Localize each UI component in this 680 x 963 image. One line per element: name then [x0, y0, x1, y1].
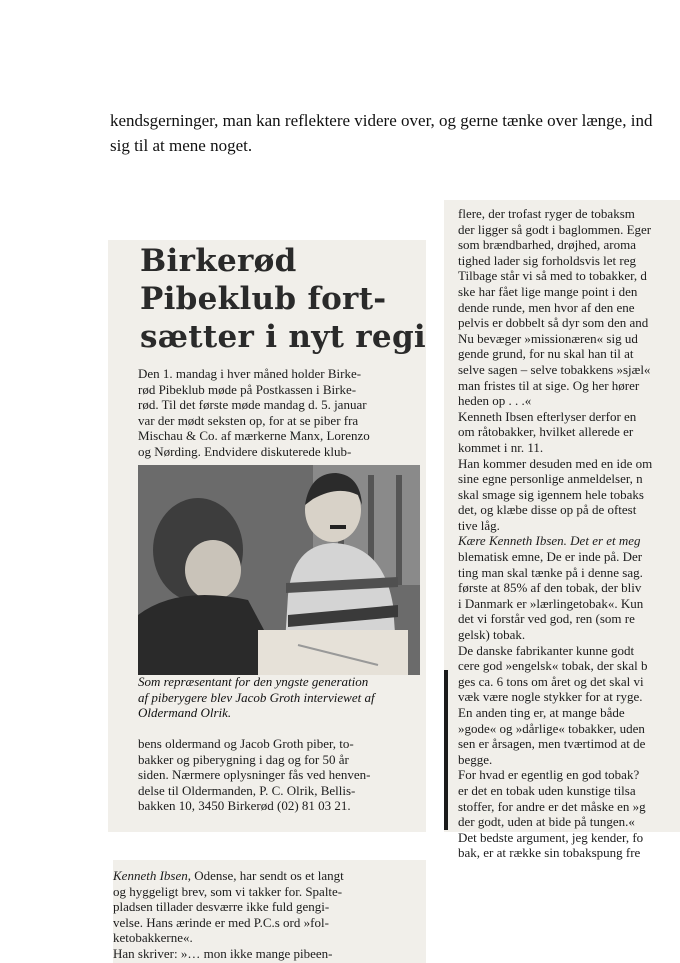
text-line: For hvad er egentlig en god tobak? [458, 767, 640, 783]
text-line: stoffer, for andre er det måske en »g [458, 798, 646, 814]
text-line: delse til Oldermanden, P. C. Olrik, Bellis- [138, 782, 356, 798]
text-line: det vi forstår ved god, ren (som re [458, 611, 635, 627]
text-line: og Nørding. Endvidere diskuterede klub- [138, 443, 352, 459]
text-line: rød Pibeklub møde på Postkassen i Birke- [138, 381, 357, 397]
text-line: ske har fået lige mange point i den [458, 283, 638, 299]
text-line: gelsk) tobak. [458, 627, 526, 643]
clipping-letter-column [113, 868, 344, 962]
intro-line-1: kendsgerninger, man kan reflektere videre over, og gerne tænke over længe, ind [110, 111, 653, 130]
text-line: ting man skal tænke på i denne sag. [458, 564, 643, 580]
text-line: Mischau & Co. af mærkerne Manx, Lorenzo [138, 428, 370, 444]
text-line: Det bedste argument, jeg kender, fo [458, 829, 644, 845]
photo-caption [138, 674, 420, 721]
caption-line: Oldermand Olrik. [138, 705, 232, 721]
clipping-body-top [138, 366, 370, 460]
text-line: om råtobakker, hvilket allerede er [458, 424, 634, 440]
text-line: første at 85% af den tobak, der bliv [458, 580, 642, 596]
text-line: cere god »engelsk« tobak, der skal b [458, 658, 648, 674]
text-line: som brændbarhed, drøjhed, aroma [458, 237, 636, 253]
text-line: ges ca. 6 tons om året og det skal vi [458, 673, 644, 689]
text-line: selve sagen – selve tobakkens »sjæl« [458, 361, 651, 377]
text-line: blematisk emne, De er inde på. Der [458, 549, 643, 565]
text-line: rød. Til det første møde mandag d. 5. januar [138, 397, 367, 413]
text-line: det, og klæbe disse op på de oftest [458, 502, 637, 518]
letter-first-line-rest: , Odense, har sendt os et langt [187, 868, 344, 883]
text-line: flere, der trofast ryger de tobaksm [458, 206, 635, 221]
text-line: »gode« og »dårlige« tobakker, uden [458, 720, 645, 736]
text-line: Han skriver: »… mon ikke mange pibeen- [113, 945, 333, 961]
text-line: bakken 10, 3450 Birkerød (02) 81 03 21. [138, 798, 351, 814]
text-line: pelvis er dobbelt så dyr som den and [458, 315, 649, 331]
interview-photo-image [138, 465, 420, 675]
text-line: bakker og piberygning i dag og for 50 år [138, 751, 349, 767]
text-line: tighed lader sig forholdsvis let reg [458, 252, 636, 268]
headline-line: sætter i nyt regi [140, 319, 427, 355]
intro-line-2: sig til at mene noget. [110, 136, 253, 155]
text-line: væk være nogle stykker for at ryge. [458, 689, 643, 705]
text-line: bak, er at række sin tobakspung fre [458, 845, 641, 861]
text-line: gende grund, for nu skal han til at [458, 346, 634, 362]
text-line: sine egne personlige anmeldelser, n [458, 471, 643, 487]
text-line: dende runde, men hvor af den ene [458, 299, 635, 315]
text-line: siden. Nærmere oplysninger fås ved henven- [138, 767, 371, 783]
text-line: heden op . . .« [458, 393, 532, 409]
text-line: og hyggeligt brev, som vi takker for. Spalte- [113, 883, 343, 899]
clipping-reply-column [458, 206, 652, 861]
text-line: i Danmark er »lærlingetobak«. Kun [458, 595, 644, 611]
news-clipping-letter-reply [444, 200, 680, 861]
text-line: En anden ting er, at mange både [458, 705, 625, 720]
text-line: Tilbage står vi så med to tobakker, d [458, 268, 647, 284]
text-line: ketobakkerne«. [113, 930, 193, 946]
text-line: man fristes til at sige. Og her hører [458, 377, 640, 393]
text-line: der godt, uden at bide på tungen.« [458, 814, 635, 830]
news-clipping-pibeklub [108, 240, 426, 832]
text-line: Kære Kenneth Ibsen. Det er et meg [458, 533, 641, 549]
text-line: tive låg. [458, 517, 500, 533]
text-line: sen er årsagen, men tværtimod at de [458, 736, 646, 752]
text-line: Han kommer desuden med en ide om [458, 455, 653, 471]
clipping-body-bottom [138, 736, 371, 814]
text-line: pladsen tillader desværre ikke fuld gengi- [113, 899, 330, 915]
text-line: skal smage sig igennem hele tobaks [458, 486, 644, 502]
text-line: er det en tobak uden kunstige tilsa [458, 782, 636, 798]
headline-line: Birkerød [140, 243, 297, 279]
text-line: der ligger så godt i baglommen. Eger [458, 221, 652, 237]
text-line: Den 1. mandag i hver måned holder Birke- [138, 366, 362, 381]
headline-line: Pibeklub fort- [140, 281, 387, 317]
text-line: Kenneth Ibsen efterlyser derfor en [458, 408, 637, 424]
interview-photo [138, 465, 420, 675]
text-line: velse. Hans ærinde er med P.C.s ord »fol- [113, 914, 329, 930]
text-line: De danske fabrikanter kunne godt [458, 642, 635, 658]
intro-paragraph [110, 108, 680, 158]
text-line: var der mødt seksten op, for at se piber fra [138, 412, 359, 428]
letter-author: Kenneth Ibsen [113, 868, 188, 883]
caption-line: Som repræsentant for den yngste generation [138, 674, 369, 689]
text-line: kommet i nr. 11. [458, 439, 544, 455]
caption-line: af piberygere blev Jacob Groth interviewet af [138, 689, 375, 705]
clipping-headline [140, 242, 427, 356]
news-clipping-letter [113, 860, 426, 963]
text-line [113, 868, 344, 884]
text-line: Nu bevæger »missionæren« sig ud [458, 330, 638, 346]
text-line: begge. [458, 751, 493, 767]
text-line: bens oldermand og Jacob Groth piber, to- [138, 736, 354, 751]
margin-bar [444, 670, 448, 830]
